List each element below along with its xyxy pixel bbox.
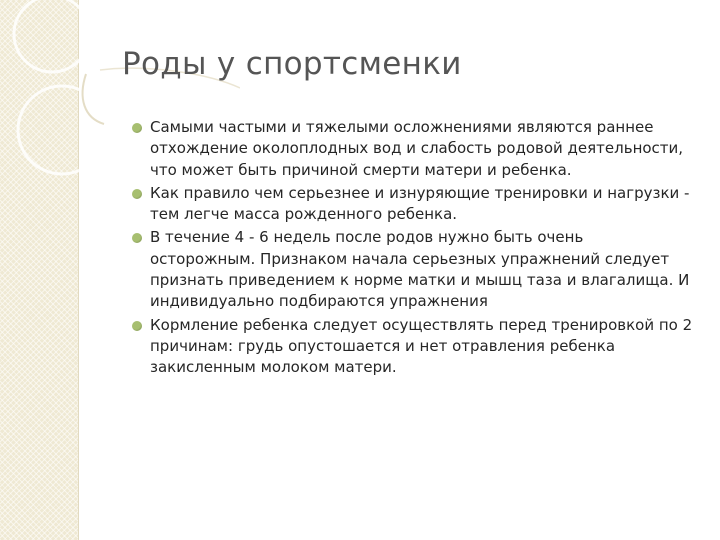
left-decorative-band <box>0 0 78 540</box>
bullet-text: Как правило чем серьезнее и изнуряющие тренировки и нагрузки - тем легче масса рожденного ребенка. <box>150 183 690 224</box>
green-dot-icon <box>132 233 142 243</box>
band-divider <box>78 0 79 540</box>
bullet-item <box>133 183 693 226</box>
slide-title: Роды у спортсменки <box>122 46 462 82</box>
bullet-text: Кормление ребенка следует осуществлять перед тренировкой по 2 причинам: грудь опустошается и нет отравления ребенка закисленным молоком матери. <box>150 315 693 377</box>
bullet-list <box>133 117 693 381</box>
bullet-item <box>133 315 693 379</box>
bullet-item <box>133 227 693 312</box>
bullet-text: Самыми частыми и тяжелыми осложнениями являются раннее отхождение околоплодных вод и слабость родовой деятельности, что может быть причиной смерти матери и ребенка. <box>150 118 684 179</box>
bullet-item <box>133 117 693 181</box>
green-dot-icon <box>132 123 142 133</box>
bullet-text: В течение 4 - 6 недель после родов нужно быть очень осторожным. Признаком начала серьезных упражнений следует признать приведением к норме матки и мышц таза и влагалища. И индивидуально подбираются упражнения <box>150 228 690 311</box>
green-dot-icon <box>132 321 142 331</box>
green-dot-icon <box>132 189 142 199</box>
